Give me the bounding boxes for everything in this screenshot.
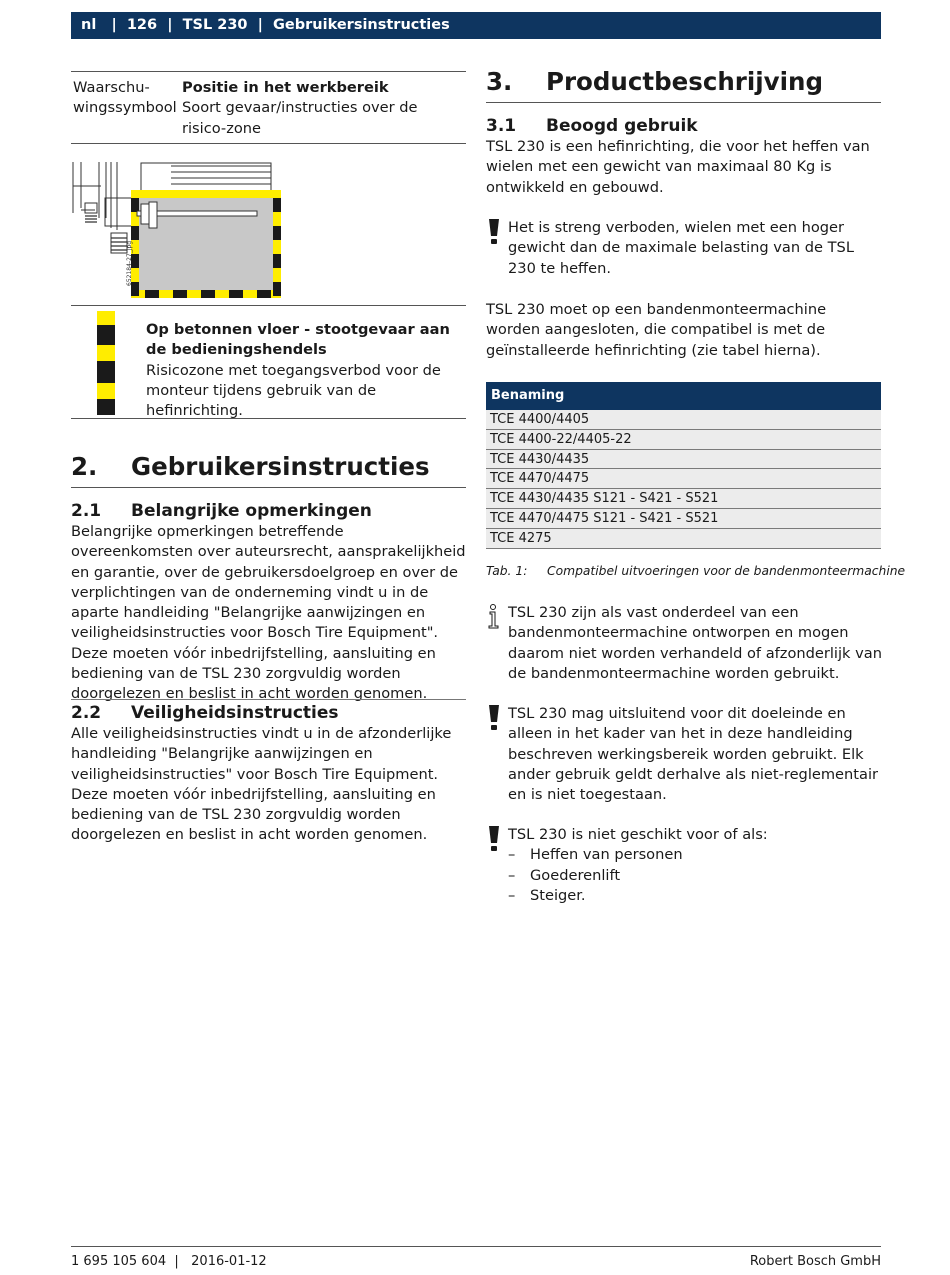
- exclamation-icon: [486, 219, 502, 245]
- section-2-number: 2.: [71, 452, 98, 481]
- info-note-text: TSL 230 zijn als vast onderdeel van een bandenmonteermachine ontworpen en mogen daarom niet worden verhandeld of afzonderlijk van de bandenmonteermachine worden gebruikt.: [508, 604, 882, 682]
- footer-left: 1 695 105 604 | 2016-01-12: [71, 1254, 267, 1269]
- subsection-2-2: [71, 699, 466, 846]
- footer-divider: [71, 1246, 881, 1247]
- warning-row: [71, 305, 466, 419]
- subsection-3-1-text: TSL 230 is een hefinrichting, die voor het heffen van wielen met een gewicht van maximaal 80 Kg is ontwikkeld en gebouwd.: [486, 138, 870, 196]
- list-item: – Steiger.: [508, 886, 586, 904]
- legend-col2-text: Soort gevaar/instructies over de risico-zone: [182, 99, 418, 137]
- section-3-title: Productbeschrijving: [546, 67, 824, 96]
- info-icon: [486, 604, 502, 630]
- subsection-2-1-number: 2.1: [71, 501, 102, 521]
- warning-row-text: [146, 320, 471, 421]
- exclamation-icon: [486, 826, 502, 852]
- subsection-2-2-title: Veiligheidsinstructies: [131, 703, 339, 723]
- footer-doc-number: 1 695 105 604: [71, 1254, 167, 1269]
- warning-note-1-text: Het is streng verboden, wielen met een hoger gewicht dan de maximale belasting van de TSL 230 te heffen.: [508, 219, 854, 277]
- header-page-number: 126: [126, 17, 158, 33]
- subsection-2-1-text: Belangrijke opmerkingen betreffende overeenkomsten over auteursrecht, aansprakelijkheid en garantie, over de gebruikersdoelgroep en over de verplichtingen van de onderneming vindt u in de aparte handleiding "Belangrijke aanwijzingen en veiligheidsinstructies voor Bosch Tire Equipment". Deze moeten vóór inbedrijfstelling, aansluiting en bediening van de TSL 230 zorgvuldig worden doorgelezen en beslist in acht worden genomen.: [71, 523, 466, 703]
- warning-note-2-text: TSL 230 mag uitsluitend voor dit doeleinde en alleen in het kader van het in deze handleiding beschreven werkingsbereik worden gebruikt. Elk ander gebruik geldt derhalve als niet-reglementair en is niet toegestaan.: [508, 705, 879, 804]
- table-row: TCE 4400/4405: [486, 410, 881, 430]
- table-caption: [486, 564, 905, 578]
- legend-table: [71, 71, 466, 144]
- warning-row-title: Op betonnen vloer - stootgevaar aan de bedieningshendels: [146, 321, 450, 359]
- section-2-heading: [71, 452, 466, 488]
- warning-row-description: Risicozone met toegangsverbod voor de monteur tijdens gebruik van de hefinrichting.: [146, 361, 441, 420]
- subsection-2-2-text: Alle veiligheidsinstructies vindt u in de afzonderlijke handleiding "Belangrijke aanwijzingen en veiligheidsinstructies" voor Bosch Tire Equipment. Deze moeten vóór inbedrijfstelling, aansluiting en bediening van de TSL 230 zorgvuldig worden doorgelezen en beslist in acht worden genomen.: [71, 725, 452, 844]
- warning-stripe-icon: [97, 311, 115, 415]
- subsection-3-1: [486, 115, 881, 198]
- table-row: TCE 4470/4475: [486, 469, 881, 489]
- table-caption-text: Compatibel uitvoeringen voor de bandenmonteermachine: [547, 564, 906, 578]
- subsection-3-1-title: Beoogd gebruik: [546, 116, 698, 136]
- subsection-2-2-number: 2.2: [71, 703, 102, 723]
- table-row: TCE 4430/4435: [486, 450, 881, 470]
- not-suitable-list: [508, 845, 883, 906]
- work-area-illustration: [71, 158, 286, 298]
- table-row: TCE 4275: [486, 529, 881, 549]
- legend-col1: Waarschu-wingssymbool: [73, 79, 177, 117]
- table-row: TCE 4400-22/4405-22: [486, 430, 881, 450]
- compatibility-paragraph: TSL 230 moet op een bandenmonteermachine worden aangesloten, die compatibel is met de geïnstalleerde hefinrichting (zie tabel hierna).: [486, 301, 827, 359]
- subsection-2-1-title: Belangrijke opmerkingen: [131, 501, 372, 521]
- legend-col2-title: Positie in het werkbereik: [182, 79, 389, 96]
- exclamation-icon: [486, 705, 502, 731]
- footer-company: Robert Bosch GmbH: [749, 1254, 881, 1269]
- list-item: – Goederenlift: [508, 866, 621, 884]
- legend-col2: [182, 78, 466, 139]
- compatibility-table: [486, 382, 881, 549]
- warning-note-3-intro: TSL 230 is niet geschikt voor of als:: [508, 826, 768, 843]
- header-language: nl: [81, 17, 97, 33]
- table-row: TCE 4470/4475 S121 - S421 - S521: [486, 509, 881, 529]
- header-product: TSL 230: [182, 17, 248, 33]
- footer-date: 2016-01-12: [191, 1254, 267, 1269]
- section-3-heading: [486, 67, 881, 103]
- illustration-code: 652184-27_Jpg: [126, 240, 133, 286]
- subsection-3-1-number: 3.1: [486, 116, 517, 136]
- table-header: Benaming: [486, 382, 881, 410]
- table-row: TCE 4430/4435 S121 - S421 - S521: [486, 489, 881, 509]
- table-caption-label: Tab. 1:: [486, 564, 528, 578]
- section-2-title: Gebruikersinstructies: [131, 452, 430, 481]
- page-header: nl | 126 | TSL 230 | Gebruikersinstructies: [71, 12, 881, 39]
- list-item: – Heffen van personen: [508, 846, 683, 864]
- subsection-2-1: [71, 500, 466, 705]
- warning-note-3-body: [508, 825, 883, 906]
- section-3-number: 3.: [486, 67, 513, 96]
- header-section: Gebruikersinstructies: [273, 17, 450, 33]
